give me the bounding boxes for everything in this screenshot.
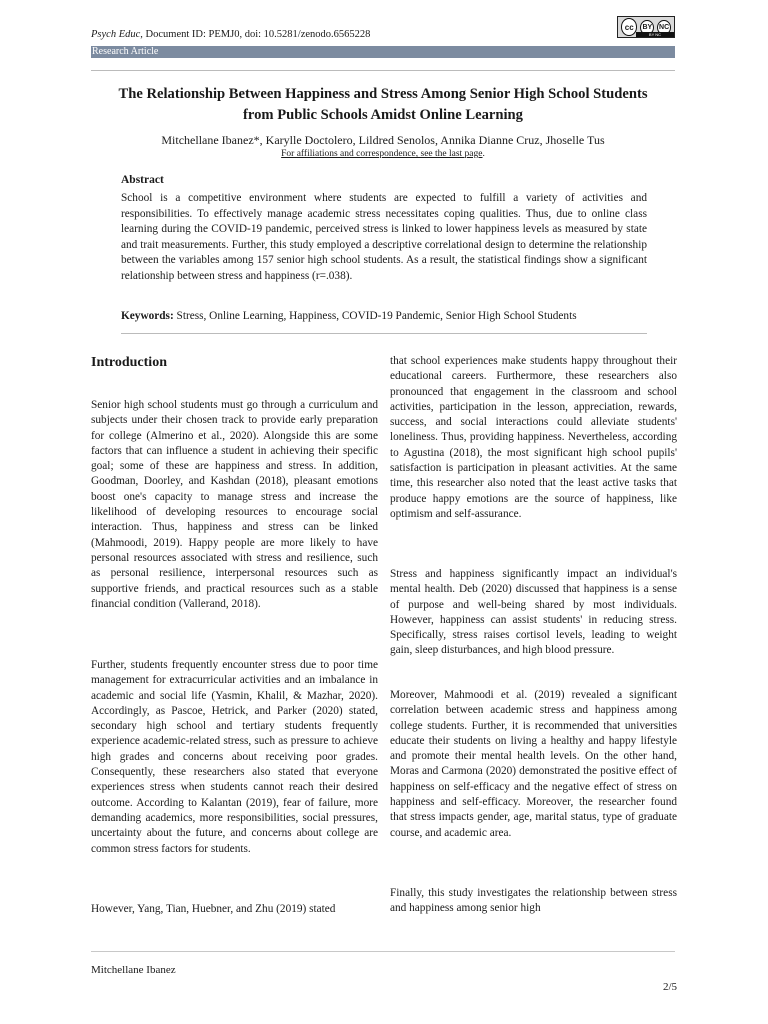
journal-citation (91, 28, 370, 42)
right-column-paragraph-1: that school experiences make students happy throughout their educational careers. Furthermore, these researchers also pronounced that engagement in the classroom and school activities, participation in the lesson, appreciation, rewards, success, and social interactions could alleviate students' loneliness. Thus, providing happiness. Nevertheless, according to Agustina (2018), the most significant high school pupils' satisfaction is participation in pleasant activities. At the same time, this researcher also noted that the least active tasks that produce happy emotions are the source of happiness, like optimism and self-assurance. (390, 355, 677, 520)
affiliation-note: For affiliations and correspondence, see the last page. (281, 149, 485, 159)
cc-icon: cc (621, 18, 637, 36)
document-info: , Document ID: PEMJ0, doi: 10.5281/zenodo.6565228 (140, 29, 371, 40)
paper-title-line-2: from Public Schools Amidst Online Learning (243, 107, 523, 123)
page-number: 2/5 (662, 981, 677, 993)
article-type-bar: Research Article (91, 46, 675, 58)
noncommercial-icon: NC (657, 20, 671, 35)
right-column-paragraph-4: Finally, this study investigates the relationship between stress and happiness among senior high (390, 887, 677, 915)
footer-author-name: Mitchellane Ibanez (91, 964, 176, 976)
right-column-paragraph-3: Moreover, Mahmoodi et al. (2019) revealed a significant correlation between academic stress and happiness among college students. Further, it is recommended that universities educate their students on living a healthy and happy lifestyle and promote their mental health levels. On the other hand, Moras and Carmona (2020) demonstrated the positive effect of happiness on self-efficacy and the negative effect of stress on happiness and self-efficacy. Moreover, the researcher found that stress impacts gender, age, marital status, type of graduate course, and academic area. (390, 689, 677, 839)
paper-title (91, 84, 675, 126)
left-column-paragraph-1: Senior high school students must go through a curriculum and subjects under their chosen track to provide early preparation for college (Almerino et al., 2020). Alongside this are some factors that can influence a student in achieving their specific goal; some of these are happiness and stress. In addition, Goodman, Doorley, and Kashdan (2018), pleasant emotions boost one's capacity to manage stress and increase the likelihood of developing resources to encourage social interaction. Thus, happiness and stress can be linked (Mahmoodi, 2019). Happy people are more likely to have personal resources associated with stress and resilience, such as personal resilience, interpersonal resources such as supportive friends, and practical resources such as a stable financial condition (Vallerand, 2018). (91, 399, 378, 610)
abstract-heading: Abstract (121, 174, 164, 186)
paper-title-line-1: The Relationship Between Happiness and Stress Among Senior High School Students (118, 86, 648, 102)
journal-name: Psych Educ (91, 29, 141, 40)
keywords-label: Keywords: (121, 310, 174, 322)
attribution-icon: BY (640, 20, 654, 35)
left-column-paragraph-3: However, Yang, Tian, Huebner, and Zhu (2019) stated (91, 903, 336, 915)
keywords-list: Stress, Online Learning, Happiness, COVID-19 Pandemic, Senior High School Students (176, 310, 577, 322)
left-column-paragraph-2: Further, students frequently encounter stress due to poor time management for extracurricular activities and an imbalance in academic and social life (Yasmin, Khalil, & Mazhar, 2020). Accordingly, as Pascoe, Hetrick, and Parker (2020) stated, secondary high school and tertiary students frequently experience academic-related stress, such as pressure to achieve high grades and concerns about receiving poor grades. Consequently, these researchers also stated that everyone experiences stress when students cannot reach their desired outcome. According to Kalantan (2019), fear of failure, more demanding academics, more responsibilities, social pressures, uncertainty about the future, and concerns about college are common stress factors for students. (91, 659, 378, 855)
keywords (121, 309, 647, 324)
abstract-divider (121, 333, 647, 334)
introduction-heading: Introduction (91, 355, 167, 370)
header-divider (91, 70, 675, 71)
footer-divider (91, 951, 675, 952)
creative-commons-license-badge[interactable] (617, 16, 675, 38)
abstract-text: School is a competitive environment where students are expected to fulfill a variety of activities and responsibilities. To effectively manage academic stress necessitates coping qualities. Thus, due to online class learning during the COVID-19 pandemic, perceived stress is linked to lower happiness levels as measured by state and trait measurements. Further, this study employed a descriptive correlational design to determine the relationship between the variables among 157 senior high school students. As a result, the statistical findings show a significant relationship between stress and happiness (r=.038). (121, 192, 647, 282)
right-column-paragraph-2: Stress and happiness significantly impact an individual's mental health. Deb (2020) discussed that happiness is a sense of purpose and well-being shared by most individuals. However, happiness can assist students' in reducing stress. Specifically, stress raises cortisol levels, leading to weight gain, sleep disturbances, and high blood pressure. (390, 568, 677, 657)
license-strip: BY NC (636, 32, 674, 37)
affiliation-link[interactable]: For affiliations and correspondence, see the last page (281, 149, 483, 159)
author-list: Mitchellane Ibanez*, Karylle Doctolero, Lildred Senolos, Annika Dianne Cruz, Jhoselle Tus (161, 133, 605, 147)
